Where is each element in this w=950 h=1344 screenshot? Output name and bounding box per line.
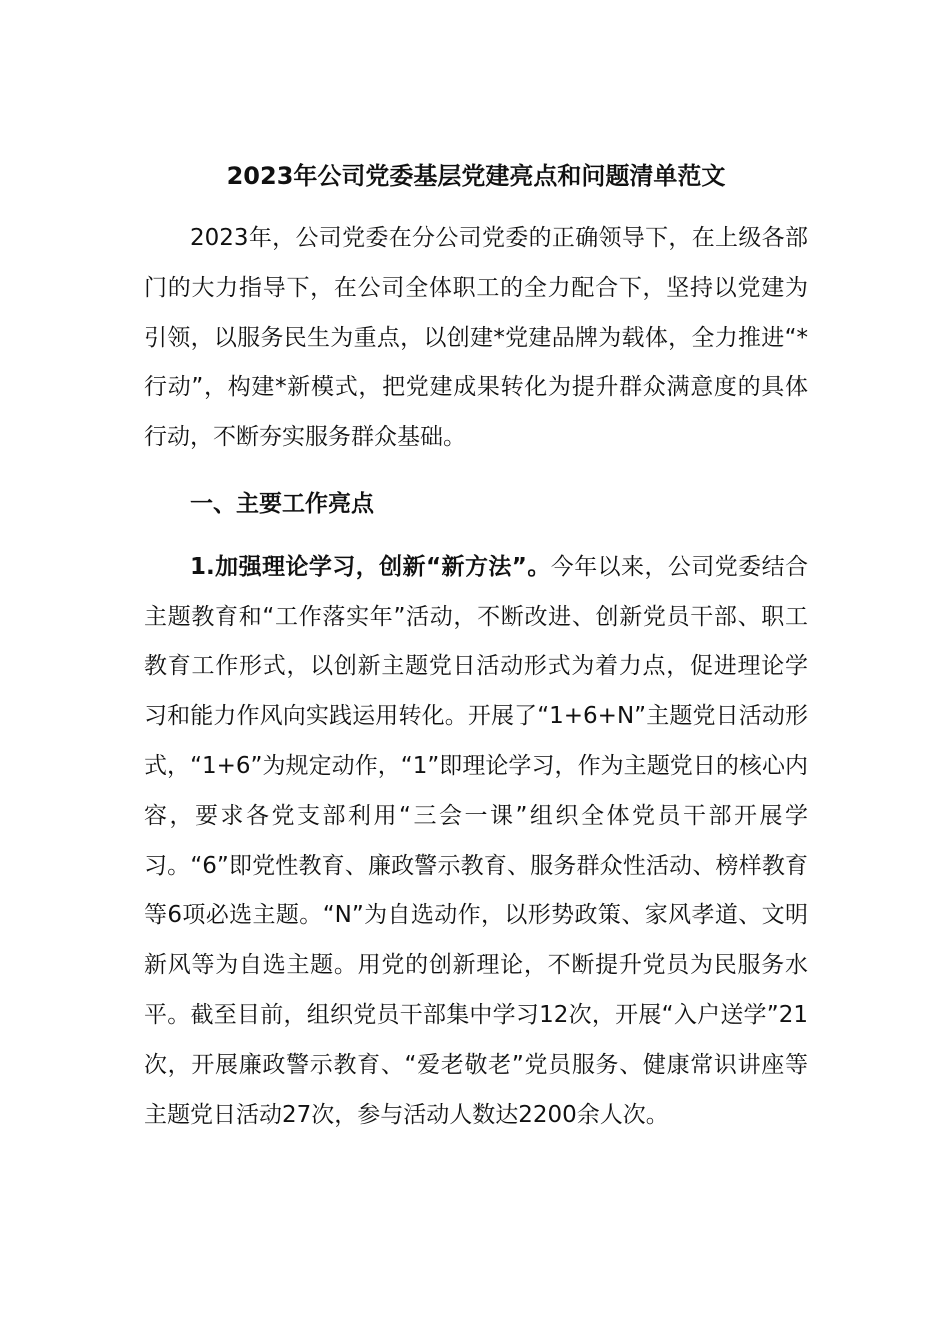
item-1-body: 今年以来，公司党委结合主题教育和“工作落实年”活动，不断改进、创新党员干部、职工教育工作形式，以创新主题党日活动形式为着力点，促进理论学习和能力作风向实践运用转化。开展了“1+6+N”主题党日活动形式，“1+6”为规定动作，“1”即理论学习，作为主题党日的核心内容，要求各党支部利用“三会一课”组织全体党员干部开展学习。“6”即党性教育、廉政警示教育、服务群众性活动、榜样教育等6项必选主题。“N”为自选动作，以形势政策、家风孝道、文明新风等为自选主题。用党的创新理论，不断提升党员为民服务水平。截至目前，组织党员干部集中学习12次，开展“入户送学”21次，开展廉政警示教育、“爱老敬老”党员服务、健康常识讲座等主题党日活动27次，参与活动人数达2200余人次。 [144,553,809,1128]
document-title: 2023年公司党委基层党建亮点和问题清单范文 [226,162,726,190]
item-1-lead: 1.加强理论学习，创新“新方法”。 [190,553,551,580]
intro-paragraph: 2023年，公司党委在分公司党委的正确领导下，在上级各部门的大力指导下，在公司全体职工的全力配合下，坚持以党建为引领，以服务民生为重点，以创建*党建品牌为载体，全力推进“*行动”，构建*新模式，把党建成果转化为提升群众满意度的具体行动，不断夯实服务群众基础。 [144,225,808,451]
item-1-paragraph [144,543,808,1141]
section-heading: 一、主要工作亮点 [190,490,374,517]
document-body [144,148,808,1140]
